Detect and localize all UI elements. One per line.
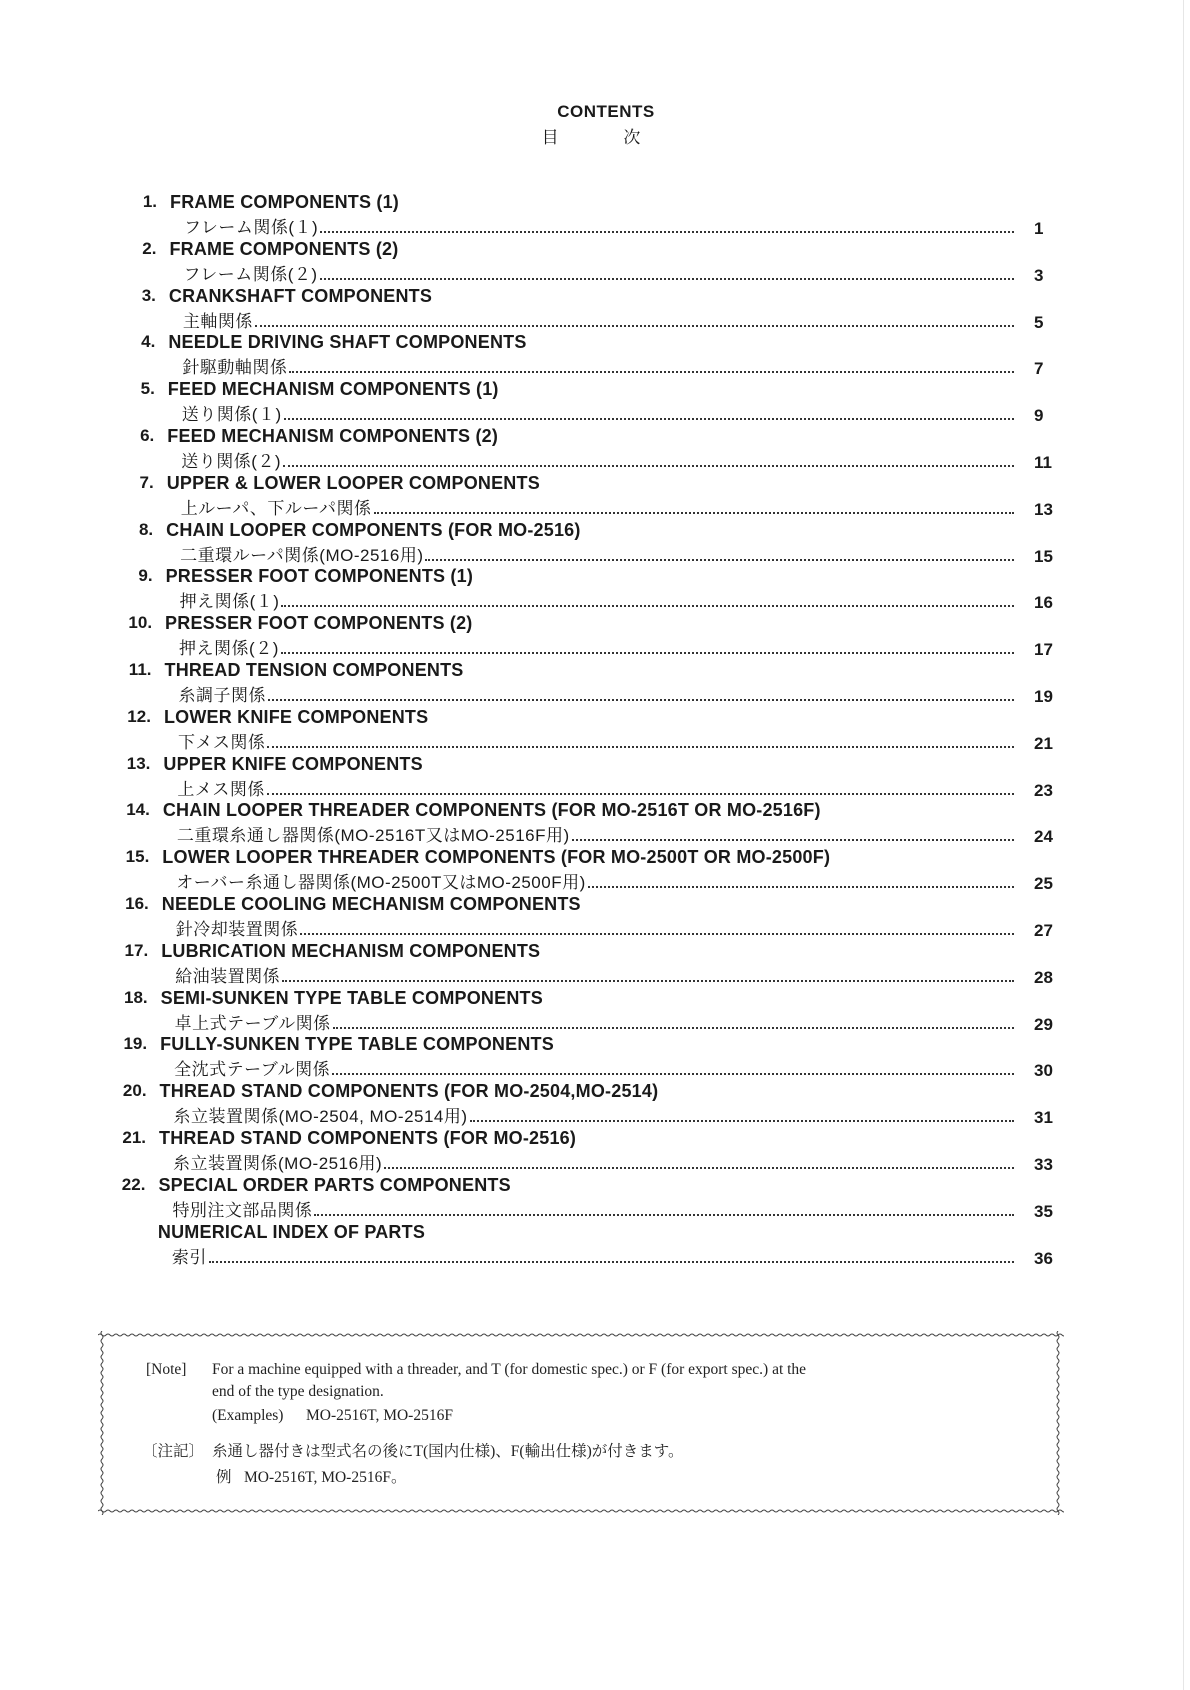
toc-entry-number: 6. — [140, 426, 155, 445]
toc-entry-title-ja: 上メス関係 — [177, 779, 265, 799]
toc-entry — [0, 473, 1190, 517]
dot-leader — [320, 217, 1014, 233]
toc-entry-number: 11. — [128, 660, 152, 679]
toc-entry-title-en: CHAIN LOOPER THREADER COMPONENTS (FOR MO-2516T OR MO-2516F) — [162, 800, 821, 821]
toc-entry — [0, 660, 1190, 704]
toc-entry-title-en: THREAD TENSION COMPONENTS — [164, 660, 464, 680]
dot-leader — [283, 451, 1014, 467]
toc-entry-title-ja: オーバー糸通し器関係(MO-2500T又はMO-2500F用) — [176, 873, 586, 893]
dot-leader — [300, 919, 1014, 935]
toc-entry-number: 7. — [139, 472, 154, 492]
toc-entry-ja-line — [177, 775, 1014, 797]
toc-entry-page-number: 23 — [1034, 780, 1053, 800]
toc-entry — [0, 1222, 1190, 1266]
toc-entry-page-number: 7 — [1034, 359, 1044, 379]
toc-entry-ja-line — [176, 821, 1014, 846]
toc-entry-title-ja: 押え関係(２) — [179, 639, 279, 659]
toc-entry-title-en: SEMI-SUNKEN TYPE TABLE COMPONENTS — [160, 987, 543, 1008]
toc-entry-number: 1. — [142, 192, 157, 211]
dot-leader — [314, 1200, 1014, 1216]
toc-entry-number: 15. — [125, 847, 150, 867]
toc-entry-number: 22. — [121, 1174, 146, 1194]
toc-entry — [0, 754, 1190, 798]
toc-entry-page-number: 36 — [1034, 1248, 1053, 1268]
note-ja-example-label: 例 — [216, 1469, 232, 1486]
toc-entry — [0, 800, 1190, 847]
toc-entry-ja-line — [184, 213, 1014, 235]
toc-entry-number: 19. — [123, 1034, 148, 1054]
toc-entry-title-ja: 主軸関係 — [182, 311, 253, 331]
dot-leader — [384, 1153, 1014, 1169]
contents-title: CONTENTS — [557, 102, 655, 121]
note-examples-label: (Examples) — [212, 1407, 284, 1424]
toc-entry-ja-line — [179, 634, 1014, 659]
toc-entry-page-number: 33 — [1034, 1155, 1053, 1174]
toc-entry-page-number: 25 — [1034, 874, 1053, 894]
toc-entry — [0, 1175, 1190, 1219]
toc-entry-ja-line — [179, 681, 1015, 703]
toc-entry-number: 14. — [126, 800, 150, 820]
toc-entry-page-number: 27 — [1034, 921, 1053, 940]
toc-entry-page-number: 1 — [1034, 219, 1044, 238]
dot-leader — [281, 591, 1014, 607]
toc-entry — [0, 941, 1190, 985]
toc-entry-number: 12. — [127, 706, 151, 726]
toc-entry-ja-line — [176, 915, 1014, 937]
toc-entry — [0, 520, 1190, 564]
toc-entry-page-number: 28 — [1034, 967, 1053, 987]
toc-entry — [0, 239, 1190, 283]
toc-entry-title-ja: 卓上式テーブル関係 — [174, 1013, 331, 1033]
toc-entry-title-en: FRAME COMPONENTS (1) — [170, 192, 399, 212]
dot-leader — [333, 1013, 1014, 1029]
toc-entry — [0, 613, 1190, 660]
contents-title-ja: 目 次 — [541, 128, 671, 147]
toc-entry-title-ja: 押え関係(１) — [179, 592, 280, 612]
dot-leader — [267, 779, 1014, 795]
toc-entry-title-ja: フレーム関係(２) — [183, 264, 318, 284]
toc-entry-title-en: CRANKSHAFT COMPONENTS — [168, 285, 433, 306]
toc-entry-ja-line — [175, 1009, 1014, 1031]
dot-leader — [374, 498, 1014, 514]
toc-entry-title-ja: 索引 — [171, 1247, 207, 1267]
toc-entry-title-ja: 上ルーパ、下ルーパ関係 — [180, 498, 372, 518]
toc-entry-title-en: PRESSER FOOT COMPONENTS (1) — [165, 566, 474, 587]
toc-entry-ja-line — [172, 1196, 1014, 1218]
toc-entry-ja-line — [181, 447, 1014, 469]
toc-entry-title-en: THREAD STAND COMPONENTS (FOR MO-2516) — [159, 1128, 577, 1148]
toc-entry-title-ja: 全沈式テーブル関係 — [174, 1060, 331, 1080]
toc-entry-ja-line — [173, 1102, 1014, 1127]
toc-entry-title-en: FULLY-SUNKEN TYPE TABLE COMPONENTS — [160, 1034, 554, 1055]
toc-entry — [0, 847, 1190, 894]
toc-entry-page-number: 31 — [1034, 1108, 1053, 1128]
toc-entry-title-ja: 二重環糸通し器関係(MO-2516T又はMO-2516F用) — [176, 826, 570, 846]
toc-entry-number: 10. — [128, 613, 153, 633]
toc-entry-title-ja: 特別注文部品関係 — [172, 1200, 313, 1220]
toc-entry — [0, 286, 1190, 330]
toc-entry-title-ja: 送り関係(１) — [181, 405, 282, 425]
dot-leader — [255, 311, 1014, 327]
toc-entry — [0, 1034, 1190, 1081]
note-ja-text: 糸通し器付きは型式名の後にT(国内仕様)、F(輸出仕様)が付きます。 — [212, 1443, 684, 1460]
toc-entry-number: 3. — [141, 285, 156, 305]
toc-entry-title-en: PRESSER FOOT COMPONENTS (2) — [165, 613, 473, 634]
toc-entry-number: 13. — [126, 753, 151, 773]
note-label: [Note] — [146, 1361, 187, 1378]
toc-entry-title-en: UPPER & LOWER LOOPER COMPONENTS — [166, 472, 540, 493]
toc-entry-page-number: 15 — [1034, 546, 1053, 566]
toc-entry-title-ja: 針駆動軸関係 — [182, 358, 288, 378]
dot-leader — [267, 732, 1014, 748]
dot-leader — [281, 638, 1014, 654]
toc-entry-title-ja: 針冷却装置関係 — [175, 920, 299, 939]
note-ja-example-value: MO-2516T, MO-2516F。 — [244, 1469, 407, 1486]
dot-leader — [282, 966, 1014, 982]
dot-leader — [425, 545, 1014, 561]
dot-leader — [588, 872, 1014, 888]
toc-entry-number: 17. — [124, 940, 149, 960]
dot-leader — [284, 404, 1014, 420]
note-line-2: end of the type designation. — [212, 1383, 384, 1400]
toc-entry-title-ja: 二重環ルーパ関係(MO-2516用) — [180, 545, 424, 565]
toc-entry — [0, 379, 1190, 426]
note-label-ja: 〔注記〕 — [142, 1443, 205, 1460]
toc-entry-ja-line — [174, 1055, 1014, 1080]
toc-entry-ja-line — [181, 400, 1014, 425]
toc-entry — [0, 894, 1190, 938]
note-examples-value: MO-2516T, MO-2516F — [306, 1407, 453, 1424]
toc-entry-number: 20. — [122, 1081, 147, 1101]
toc-entry-page-number: 16 — [1034, 593, 1053, 613]
toc-entry-title-ja: 給油装置関係 — [175, 966, 281, 986]
toc-entry-ja-line — [180, 541, 1014, 563]
toc-entry-title-ja: フレーム関係(１) — [184, 218, 319, 237]
toc-entry-ja-line — [183, 307, 1014, 329]
toc-entry-page-number: 29 — [1034, 1014, 1053, 1034]
toc-entry — [0, 707, 1190, 751]
toc-entry-title-ja: 糸調子関係 — [178, 686, 266, 705]
note-box — [98, 1331, 1064, 1515]
toc-entry-title-en: NEEDLE COOLING MECHANISM COMPONENTS — [161, 894, 581, 914]
dot-leader — [332, 1059, 1014, 1075]
toc-entry-ja-line — [173, 1149, 1014, 1171]
toc-entry — [0, 192, 1190, 236]
toc-entry-page-number: 24 — [1034, 827, 1053, 847]
toc-entry-title-en: LUBRICATION MECHANISM COMPONENTS — [161, 940, 541, 961]
toc-entry-ja-line — [179, 587, 1014, 612]
toc-entry-title-ja: 下メス関係 — [177, 732, 266, 752]
dot-leader — [209, 1247, 1014, 1263]
toc-entry-page-number: 13 — [1034, 499, 1053, 519]
toc-entry — [0, 1128, 1190, 1172]
toc-entry-title-en: LOWER KNIFE COMPONENTS — [163, 706, 429, 727]
toc-entry — [0, 332, 1190, 379]
toc-entry-page-number: 19 — [1034, 687, 1053, 706]
toc-entry — [0, 988, 1190, 1032]
toc-entry-number: 5. — [140, 379, 155, 399]
toc-entry-title-en: NUMERICAL INDEX OF PARTS — [157, 1221, 426, 1242]
toc-entry — [0, 566, 1190, 613]
toc-entry-page-number: 5 — [1034, 312, 1044, 332]
toc-entry — [0, 1081, 1190, 1128]
toc-entry-title-en: FEED MECHANISM COMPONENTS (1) — [167, 379, 499, 400]
toc-entry-page-number: 3 — [1034, 265, 1044, 285]
toc-entry-title-en: FRAME COMPONENTS (2) — [169, 238, 399, 259]
toc-entry-title-en: CHAIN LOOPER COMPONENTS (FOR MO-2516) — [166, 519, 581, 540]
dot-leader — [268, 685, 1014, 701]
toc-entry-title-ja: 送り関係(２) — [181, 452, 282, 471]
toc-entry-page-number: 17 — [1034, 640, 1053, 660]
toc-entry-title-ja: 糸立装置関係(MO-2516用) — [173, 1154, 383, 1173]
toc-entry-title-en: FEED MECHANISM COMPONENTS (2) — [167, 426, 499, 446]
dot-leader — [470, 1106, 1014, 1122]
toc-entry-page-number: 21 — [1034, 733, 1053, 753]
toc-entry-ja-line — [182, 353, 1014, 378]
toc-entry-title-en: UPPER KNIFE COMPONENTS — [163, 753, 423, 774]
toc-entry-title-en: SPECIAL ORDER PARTS COMPONENTS — [158, 1174, 511, 1195]
dot-leader — [289, 357, 1014, 373]
toc-entry-ja-line — [178, 728, 1014, 750]
toc-entry-number: 16. — [125, 894, 149, 913]
toc-entry-number: 4. — [141, 332, 156, 352]
toc-entry — [0, 426, 1190, 470]
toc-entry-number: 2. — [142, 238, 157, 258]
toc-entry-ja-line — [175, 962, 1014, 984]
toc-entry-title-en: LOWER LOOPER THREADER COMPONENTS (FOR MO-2500T OR MO-2500F) — [162, 847, 831, 868]
toc-entry-title-en: NEEDLE DRIVING SHAFT COMPONENTS — [168, 332, 527, 353]
toc-entry-title-en: THREAD STAND COMPONENTS (FOR MO-2504,MO-2514) — [159, 1081, 659, 1102]
toc-entry-number: 18. — [124, 987, 148, 1007]
toc-entry-page-number: 35 — [1034, 1201, 1053, 1221]
toc-entry-number: 21. — [122, 1128, 146, 1147]
dot-leader — [320, 264, 1014, 280]
toc-entry-ja-line — [172, 1243, 1014, 1265]
toc-entry-number: 9. — [138, 566, 153, 586]
note-line-1: For a machine equipped with a threader, and T (for domestic spec.) or F (for export spec.) at the — [212, 1361, 807, 1378]
toc-entry-page-number: 11 — [1034, 453, 1052, 472]
toc-entry-ja-line — [183, 260, 1014, 282]
dot-leader — [572, 825, 1014, 841]
toc-entry-ja-line — [181, 494, 1014, 516]
toc-entry-page-number: 30 — [1034, 1061, 1053, 1081]
toc-entry-ja-line — [176, 868, 1014, 893]
toc-entry-number: 8. — [138, 519, 154, 539]
toc-entry-title-ja: 糸立装置関係(MO-2504, MO-2514用) — [173, 1107, 468, 1127]
toc-entry-page-number: 9 — [1034, 406, 1044, 426]
